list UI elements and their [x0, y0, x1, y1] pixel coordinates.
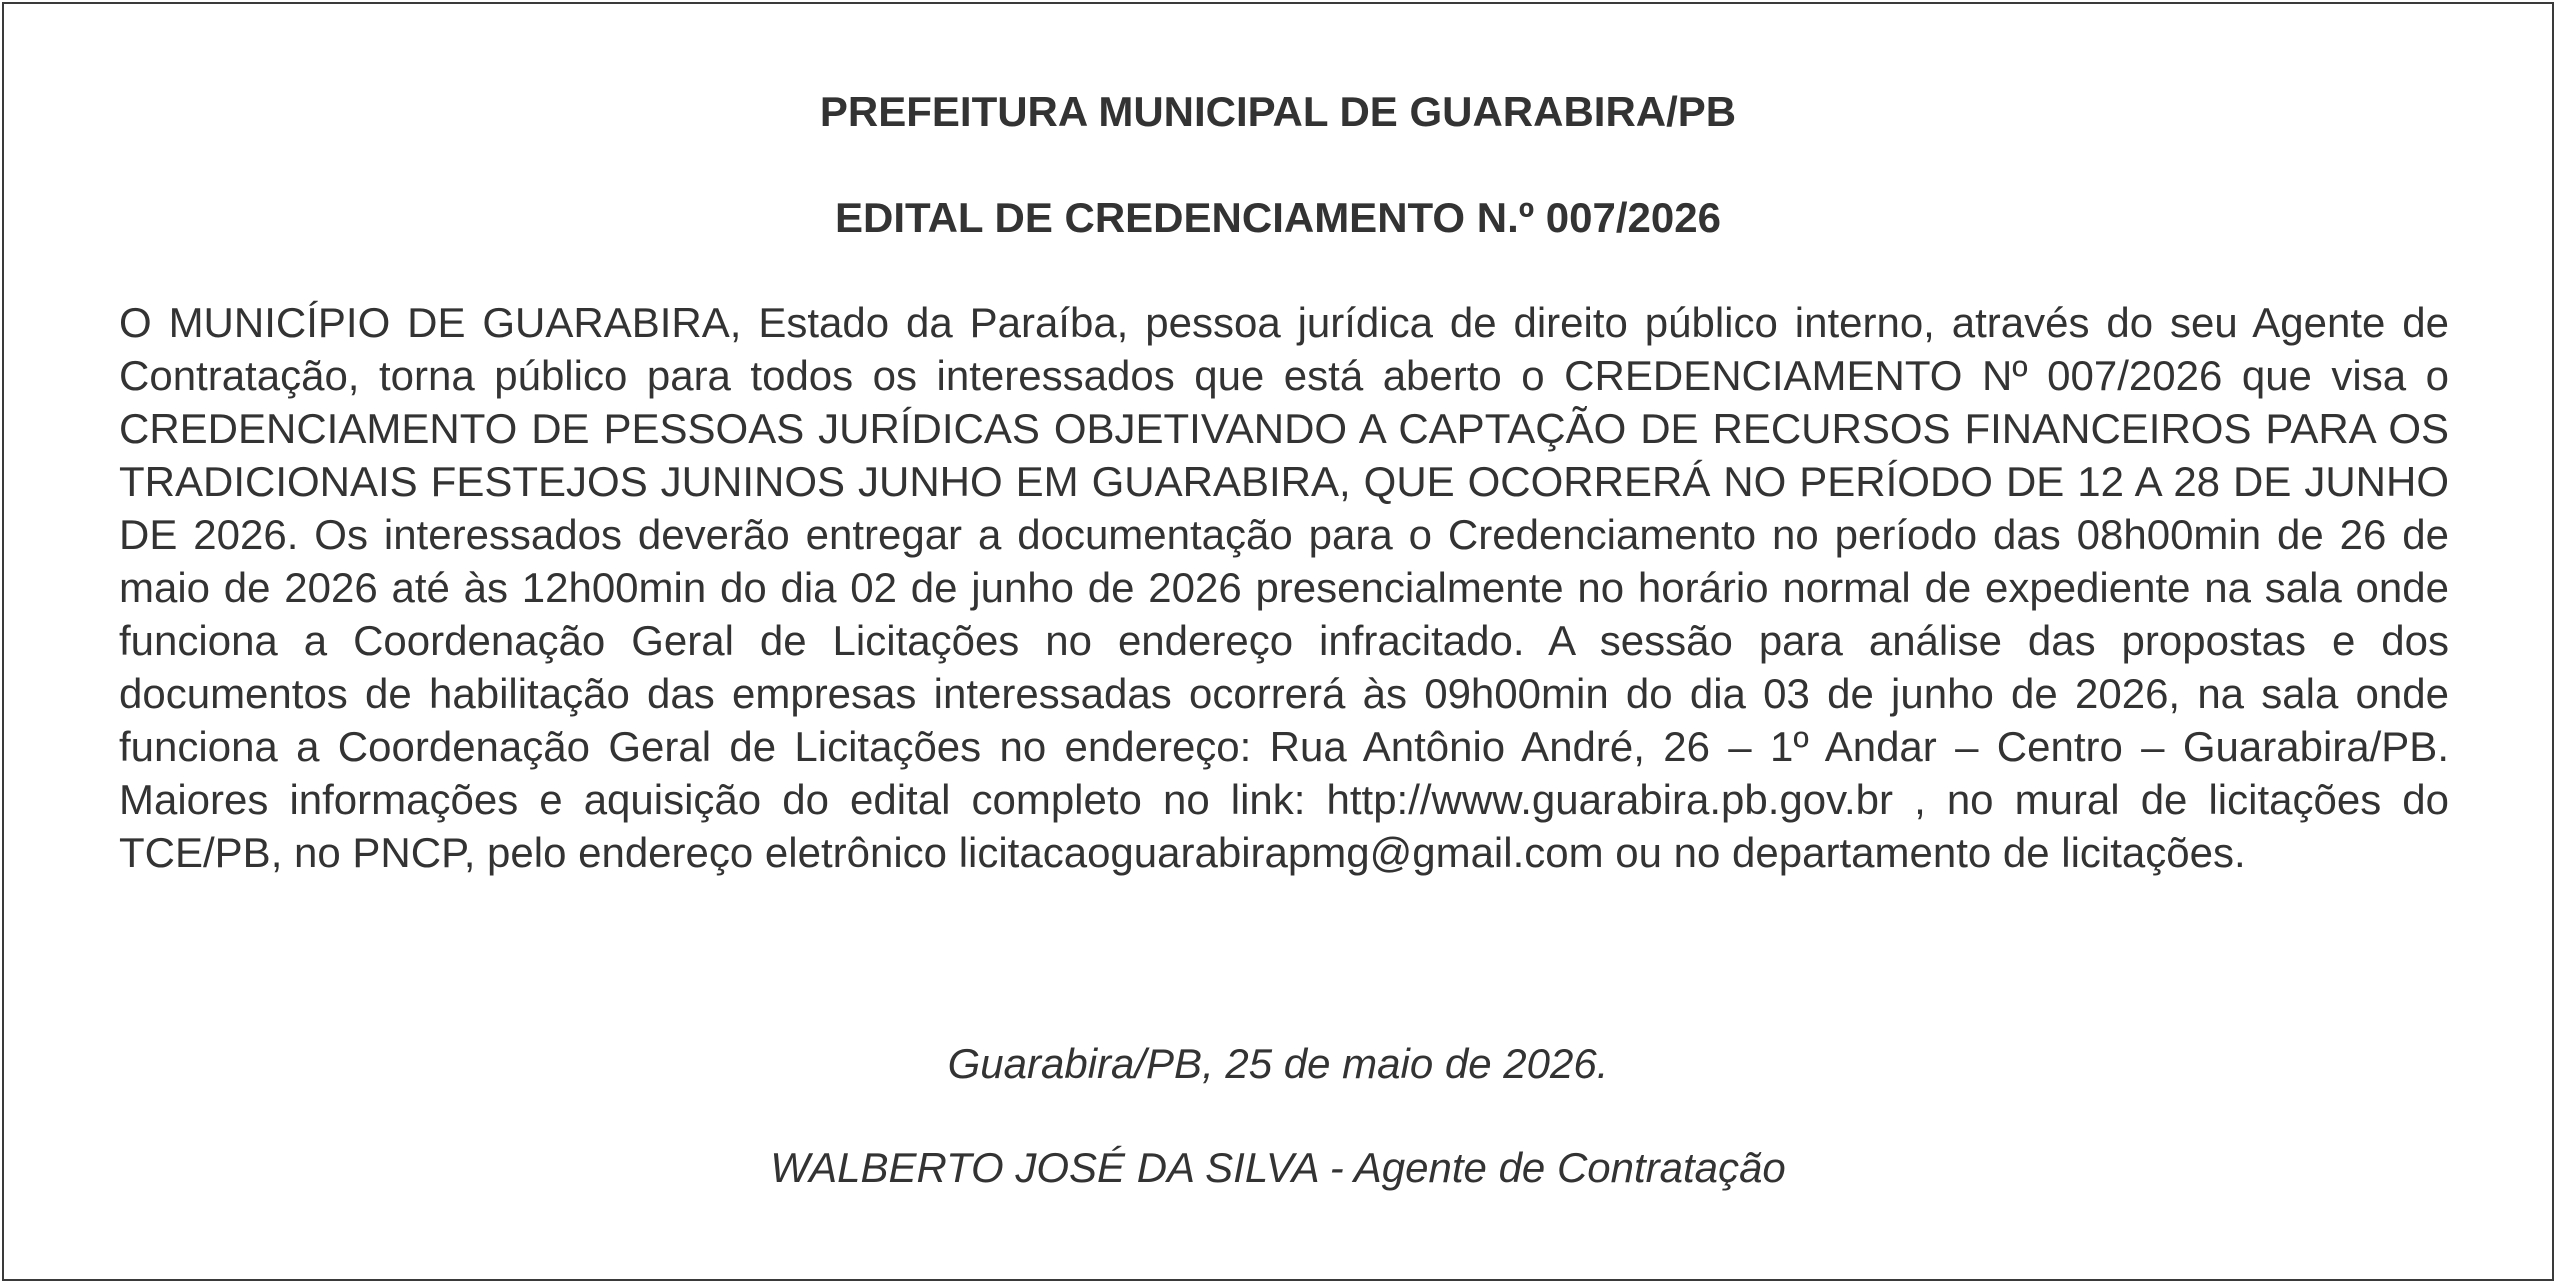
- place-date-line: Guarabira/PB, 25 de maio de 2026.: [947, 1040, 1609, 1087]
- notice-title: EDITAL DE CREDENCIAMENTO N.º 007/2026: [835, 194, 1721, 241]
- notice-body-paragraph: O MUNICÍPIO DE GUARABIRA, Estado da Paraíba, pessoa jurídica de direito público interno, através do seu Agente de Contratação, torna público para todos os interessados que está aberto o CREDENCIAMENTO Nº 007/2026 que visa o CREDENCIAMENTO DE PESSOAS JURÍDICAS OBJETIVANDO A CAPTAÇÃO DE RECURSOS FINANCEIROS PARA OS TRADICIONAIS FESTEJOS JUNINOS JUNHO EM GUARABIRA, QUE OCORRERÁ NO PERÍODO DE 12 A 28 DE JUNHO DE 2026. Os interessados deverão entregar a documentação para o Credenciamento no período das 08h00min de 26 de maio de 2026 até às 12h00min do dia 02 de junho de 2026 presencialmente no horário normal de expediente na sala onde funciona a Coordenação Geral de Licitações no endereço infracitado. A sessão para análise das propostas e dos documentos de habilitação das empresas interessadas ocorrerá às 09h00min do dia 03 de junho de 2026, na sala onde funciona a Coordenação Geral de Licitações no endereço: Rua Antônio André, 26 – 1º Andar – Centro – Guarabira/PB. Maiores informações e aquisição do edital completo no link: http://www.guarabira.pb.gov.br , no mural de licitações do TCE/PB, no PNCP, pelo endereço eletrônico licitacaoguarabirapmg@gmail.com ou no departamento de licitações.: [119, 299, 2449, 876]
- notice-frame: [2, 2, 2554, 1281]
- organization-heading: PREFEITURA MUNICIPAL DE GUARABIRA/PB: [819, 88, 1737, 135]
- signature-line: WALBERTO JOSÉ DA SILVA - Agente de Contratação: [770, 1144, 1786, 1191]
